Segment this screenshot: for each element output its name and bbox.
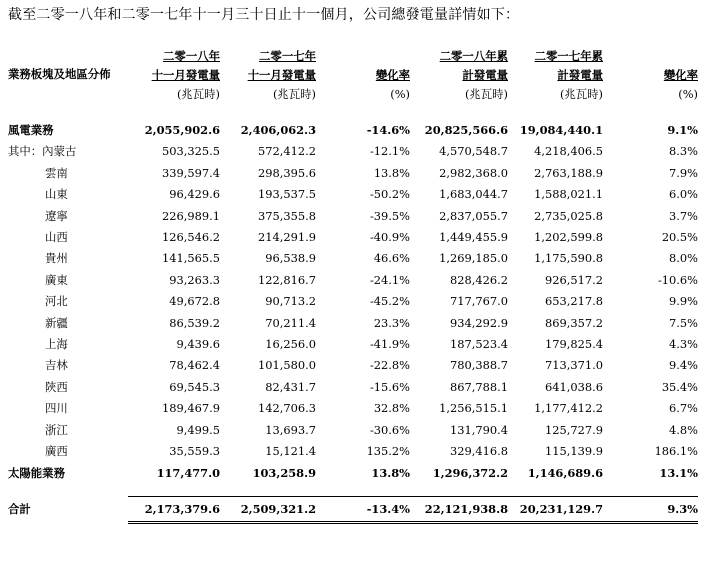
table-row [8, 206, 698, 227]
cell-2017-cum: 179,825.4 [545, 337, 603, 352]
header-col-2018-cum: 二零一八年累 計發電量 (兆瓦時) [439, 49, 508, 101]
cell-2017-cum: 1,175,590.8 [534, 251, 603, 266]
total-2018-cum: 22,121,938.8 [410, 496, 508, 522]
total-row [8, 496, 698, 522]
cell-change-nov: 13.8% [371, 465, 410, 480]
cell-2018-cum: 1,683,044.7 [439, 187, 508, 202]
cell-2017-cum: 1,177,412.2 [534, 401, 603, 416]
cell-2018-cum: 717,767.0 [450, 294, 508, 309]
cell-change-cum: 9.4% [669, 358, 698, 373]
table-row [8, 291, 698, 312]
total-2017-cum: 20,231,129.7 [508, 496, 603, 522]
cell-change-cum: 13.1% [659, 465, 698, 480]
cell-2017-cum: 19,084,440.1 [519, 123, 603, 137]
table-row [8, 184, 698, 205]
row-label: 其中：內蒙古 [8, 144, 77, 159]
cell-2018-nov: 117,477.0 [156, 465, 220, 480]
cell-2018-nov: 189,467.9 [162, 401, 220, 416]
header-col-2017-nov: 二零一七年 十一月發電量 (兆瓦時) [247, 49, 316, 101]
cell-2017-nov: 90,713.2 [265, 294, 316, 309]
cell-2017-nov: 142,706.3 [258, 401, 316, 416]
cell-2017-cum: 869,357.2 [545, 315, 603, 330]
cell-2017-nov: 15,121.4 [265, 444, 316, 459]
generation-table [8, 44, 698, 524]
cell-2017-nov: 103,258.9 [252, 465, 316, 480]
table-body [8, 106, 698, 522]
cell-2017-cum: 713,371.0 [545, 358, 603, 373]
cell-2017-nov: 375,355.8 [258, 208, 316, 223]
cell-2017-nov: 2,406,062.3 [240, 123, 316, 137]
cell-2017-cum: 125,727.9 [545, 422, 603, 437]
cell-change-nov: -24.1% [369, 272, 410, 287]
total-2017-nov: 2,509,321.2 [220, 496, 316, 522]
header-col-change-cum: 變化率 (%) [663, 68, 698, 101]
cell-2017-nov: 214,291.9 [258, 230, 316, 245]
cell-2018-cum: 1,296,372.2 [432, 465, 508, 480]
row-label: 新疆 [45, 315, 68, 330]
cell-2017-cum: 1,202,599.8 [534, 230, 603, 245]
row-label: 貴州 [45, 251, 68, 266]
table-row [8, 248, 698, 269]
cell-change-nov: -40.9% [369, 230, 410, 245]
cell-2018-cum: 1,269,185.0 [439, 251, 508, 266]
row-label: 風電業務 [8, 123, 54, 137]
row-label: 遼寧 [45, 208, 68, 223]
table-row [8, 270, 698, 291]
cell-change-cum: 3.7% [669, 208, 698, 223]
row-label: 浙江 [45, 422, 68, 437]
row-label: 陝西 [45, 379, 68, 394]
table-row [8, 141, 698, 162]
cell-change-cum: 20.5% [661, 230, 698, 245]
cell-change-cum: 6.7% [669, 401, 698, 416]
cell-change-cum: 4.8% [669, 422, 698, 437]
cell-2018-nov: 226,989.1 [162, 208, 220, 223]
cell-2018-nov: 503,325.5 [162, 144, 220, 159]
cell-change-nov: -50.2% [369, 187, 410, 202]
cell-change-nov: -39.5% [369, 208, 410, 223]
table-row [8, 227, 698, 248]
cell-2018-nov: 126,546.2 [162, 230, 220, 245]
cell-2018-nov: 96,429.6 [169, 187, 220, 202]
header-col-change-nov: 變化率 (%) [375, 68, 410, 101]
table-row [8, 313, 698, 334]
cell-2017-nov: 16,256.0 [265, 337, 316, 352]
cell-2017-nov: 193,537.5 [258, 187, 316, 202]
cell-2018-nov: 78,462.4 [169, 358, 220, 373]
cell-change-cum: 6.0% [669, 187, 698, 202]
cell-2018-nov: 35,559.3 [169, 444, 220, 459]
table-row [8, 120, 698, 141]
cell-2017-nov: 572,412.2 [258, 144, 316, 159]
cell-2017-nov: 122,816.7 [258, 272, 316, 287]
cell-change-nov: -22.8% [369, 358, 410, 373]
cell-2018-cum: 934,292.9 [450, 315, 508, 330]
cell-2018-cum: 4,570,548.7 [439, 144, 508, 159]
header-row [8, 44, 698, 106]
cell-2017-cum: 2,735,025.8 [534, 208, 603, 223]
cell-2017-nov: 96,538.9 [265, 251, 316, 266]
cell-change-nov: 135.2% [366, 444, 410, 459]
table-row [8, 334, 698, 355]
header-label: 業務板塊及地區分佈 [8, 66, 111, 81]
cell-change-cum: 8.0% [669, 251, 698, 266]
cell-2018-nov: 93,263.3 [169, 272, 220, 287]
row-label: 廣西 [45, 444, 68, 459]
total-change-nov: -13.4% [316, 496, 410, 522]
intro-text: 截至二零一八年和二零一七年十一月三十日止十一個月，公司總發電量詳情如下： [8, 7, 520, 23]
cell-2017-nov: 298,395.6 [258, 165, 316, 180]
cell-2017-cum: 2,763,188.9 [534, 165, 603, 180]
cell-2018-nov: 141,565.5 [162, 251, 220, 266]
cell-2017-nov: 13,693.7 [265, 422, 316, 437]
cell-2018-nov: 49,672.8 [169, 294, 220, 309]
cell-2017-nov: 101,580.0 [258, 358, 316, 373]
row-label: 吉林 [45, 358, 68, 373]
cell-2018-cum: 2,982,368.0 [439, 165, 508, 180]
row-label: 太陽能業務 [8, 465, 65, 480]
row-label: 山西 [45, 230, 68, 245]
cell-change-cum: 186.1% [654, 444, 698, 459]
cell-2018-nov: 9,499.5 [176, 422, 220, 437]
table-row [8, 420, 698, 441]
cell-2018-cum: 780,388.7 [450, 358, 508, 373]
row-label: 山東 [45, 187, 68, 202]
cell-2017-cum: 1,588,021.1 [534, 187, 603, 202]
cell-change-nov: -45.2% [369, 294, 410, 309]
cell-2018-cum: 867,788.1 [450, 379, 508, 394]
cell-2018-cum: 131,790.4 [450, 422, 508, 437]
total-change-cum: 9.3% [603, 496, 698, 522]
cell-2018-cum: 1,256,515.1 [439, 401, 508, 416]
cell-2018-nov: 69,545.3 [169, 379, 220, 394]
row-label: 上海 [45, 337, 68, 352]
cell-change-nov: 23.3% [373, 315, 410, 330]
table-row [8, 463, 698, 484]
total-label: 合計 [8, 502, 31, 517]
cell-change-cum: 7.9% [669, 165, 698, 180]
cell-2017-cum: 641,038.6 [545, 379, 603, 394]
table-row [8, 163, 698, 184]
cell-2018-cum: 20,825,566.6 [424, 123, 508, 137]
row-label: 廣東 [45, 272, 68, 287]
cell-change-cum: 8.3% [669, 144, 698, 159]
cell-change-cum: 7.5% [669, 315, 698, 330]
cell-2018-nov: 9,439.6 [176, 337, 220, 352]
cell-2017-cum: 4,218,406.5 [534, 144, 603, 159]
cell-2018-nov: 2,055,902.6 [144, 123, 220, 137]
row-label: 四川 [45, 401, 68, 416]
total-2018-nov: 2,173,379.6 [128, 496, 220, 522]
cell-2018-nov: 339,597.4 [162, 165, 220, 180]
cell-change-cum: -10.6% [657, 272, 698, 287]
cell-change-nov: -15.6% [369, 379, 410, 394]
cell-2018-cum: 1,449,455.9 [439, 230, 508, 245]
header-col-2018-nov: 二零一八年 十一月發電量 (兆瓦時) [151, 49, 220, 101]
row-label: 河北 [45, 294, 68, 309]
cell-2017-cum: 115,139.9 [545, 444, 603, 459]
cell-change-nov: -30.6% [369, 422, 410, 437]
cell-change-nov: 13.8% [373, 165, 410, 180]
cell-2017-cum: 653,217.8 [545, 294, 603, 309]
cell-2017-cum: 926,517.2 [545, 272, 603, 287]
table-row [8, 377, 698, 398]
table-row [8, 355, 698, 376]
cell-change-nov: -14.6% [366, 123, 410, 137]
table-row [8, 398, 698, 419]
table-row [8, 441, 698, 462]
cell-change-cum: 35.4% [661, 379, 698, 394]
cell-2017-nov: 70,211.4 [265, 315, 316, 330]
cell-2017-cum: 1,146,689.6 [527, 465, 603, 480]
row-label: 雲南 [45, 165, 68, 180]
cell-2018-cum: 187,523.4 [450, 337, 508, 352]
cell-change-cum: 9.1% [667, 123, 698, 137]
cell-change-nov: 32.8% [373, 401, 410, 416]
cell-change-nov: -41.9% [369, 337, 410, 352]
cell-change-nov: 46.6% [373, 251, 410, 266]
cell-change-nov: -12.1% [369, 144, 410, 159]
cell-2017-nov: 82,431.7 [265, 379, 316, 394]
header-col-2017-cum: 二零一七年累 計發電量 (兆瓦時) [534, 49, 603, 101]
cell-2018-cum: 2,837,055.7 [439, 208, 508, 223]
cell-2018-nov: 86,539.2 [169, 315, 220, 330]
cell-change-cum: 4.3% [669, 337, 698, 352]
cell-2018-cum: 329,416.8 [450, 444, 508, 459]
cell-change-cum: 9.9% [669, 294, 698, 309]
cell-2018-cum: 828,426.2 [450, 272, 508, 287]
